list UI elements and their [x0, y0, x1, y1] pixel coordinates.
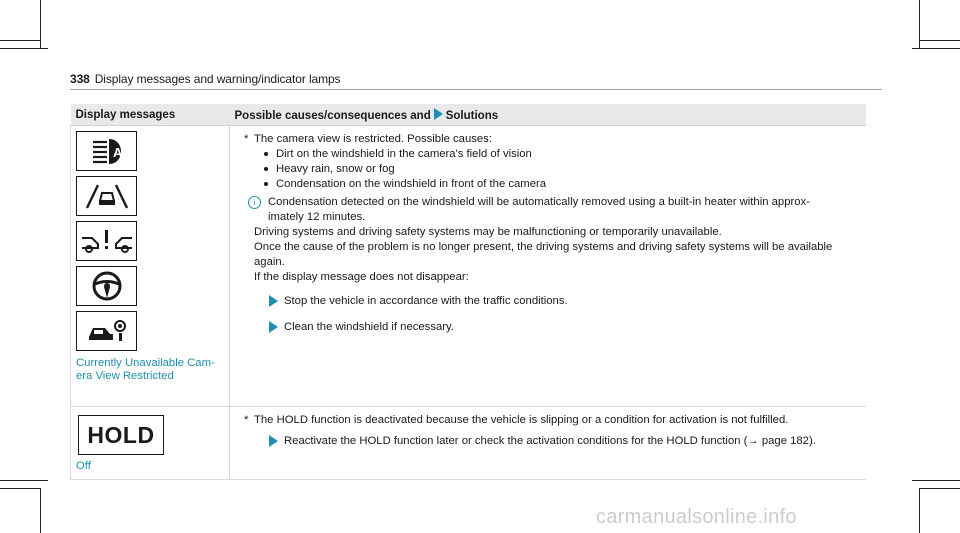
table-row	[71, 407, 867, 480]
info-icon: i	[248, 196, 261, 209]
paragraph: Driving systems and driving safety systems may be malfunctioning or temporarily unavailable.	[254, 226, 722, 238]
paragraph: If the display message does not disappear:	[254, 271, 469, 283]
step-arrow-icon	[269, 321, 278, 333]
display-messages-table	[70, 104, 866, 480]
page-number: 338	[70, 72, 90, 86]
solution-step: Stop the vehicle in accordance with the traffic conditions.	[244, 294, 858, 309]
message-cell	[71, 407, 230, 480]
camera-car-icon	[76, 311, 137, 351]
cause-cell	[230, 407, 867, 480]
column-header-causes: Possible causes/consequences and Solutions	[230, 104, 867, 126]
list-item: Heavy rain, snow or fog	[264, 162, 858, 177]
message-cell	[71, 126, 230, 407]
list-item: Dirt on the windshield in the camera's field of vision	[264, 147, 858, 162]
crop-mark	[40, 0, 41, 48]
table-row	[71, 126, 867, 407]
crop-mark	[912, 48, 960, 49]
cause-list	[244, 147, 858, 192]
crop-mark	[920, 40, 960, 41]
page-header	[70, 72, 340, 86]
message-label: Off	[76, 460, 91, 472]
step-arrow-icon	[269, 435, 278, 447]
crop-mark	[0, 488, 40, 489]
lane-keeping-icon	[76, 176, 137, 216]
crop-mark	[40, 488, 41, 533]
crop-mark	[920, 488, 960, 489]
info-note: i Condensation detected on the windshield will be automatically removed using a built-in heater within approx- imately 12 minutes.	[244, 195, 858, 225]
crop-mark	[0, 480, 48, 481]
steering-wheel-icon	[76, 266, 137, 306]
cause-text: * The HOLD function is deactivated because the vehicle is slipping or a condition for activation is not fulfilled.	[244, 414, 789, 426]
high-beam-assist-icon	[76, 131, 137, 171]
solution-arrow-icon	[434, 108, 443, 120]
crop-mark	[0, 40, 40, 41]
table-header-row	[71, 104, 867, 126]
crop-mark	[919, 0, 920, 48]
step-arrow-icon	[269, 295, 278, 307]
paragraph: Once the cause of the problem is no longer present, the driving systems and driving safety systems will be available again.	[254, 241, 833, 268]
crop-mark	[912, 480, 960, 481]
message-label: Currently Unavailable Cam- era View Restricted	[76, 357, 215, 382]
page-title: Display messages and warning/indicator lamps	[94, 72, 341, 86]
header-rule	[70, 89, 882, 90]
crop-mark	[0, 48, 48, 49]
list-item: Condensation on the windshield in front of the camera	[264, 177, 858, 192]
svg-text:A: A	[112, 145, 122, 160]
cause-text: * The camera view is restricted. Possible causes:	[244, 133, 492, 145]
solution-step: Clean the windshield if necessary.	[244, 320, 858, 335]
hold-icon: HOLD	[78, 415, 164, 455]
watermark: carmanualsonline.info	[596, 506, 797, 528]
distance-warning-icon	[76, 221, 137, 261]
cause-cell	[230, 126, 867, 407]
solution-step: Reactivate the HOLD function later or check the activation conditions for the HOLD function (→ page 182).	[244, 434, 858, 449]
crop-mark	[919, 488, 920, 533]
column-header-messages: Display messages	[71, 104, 230, 126]
